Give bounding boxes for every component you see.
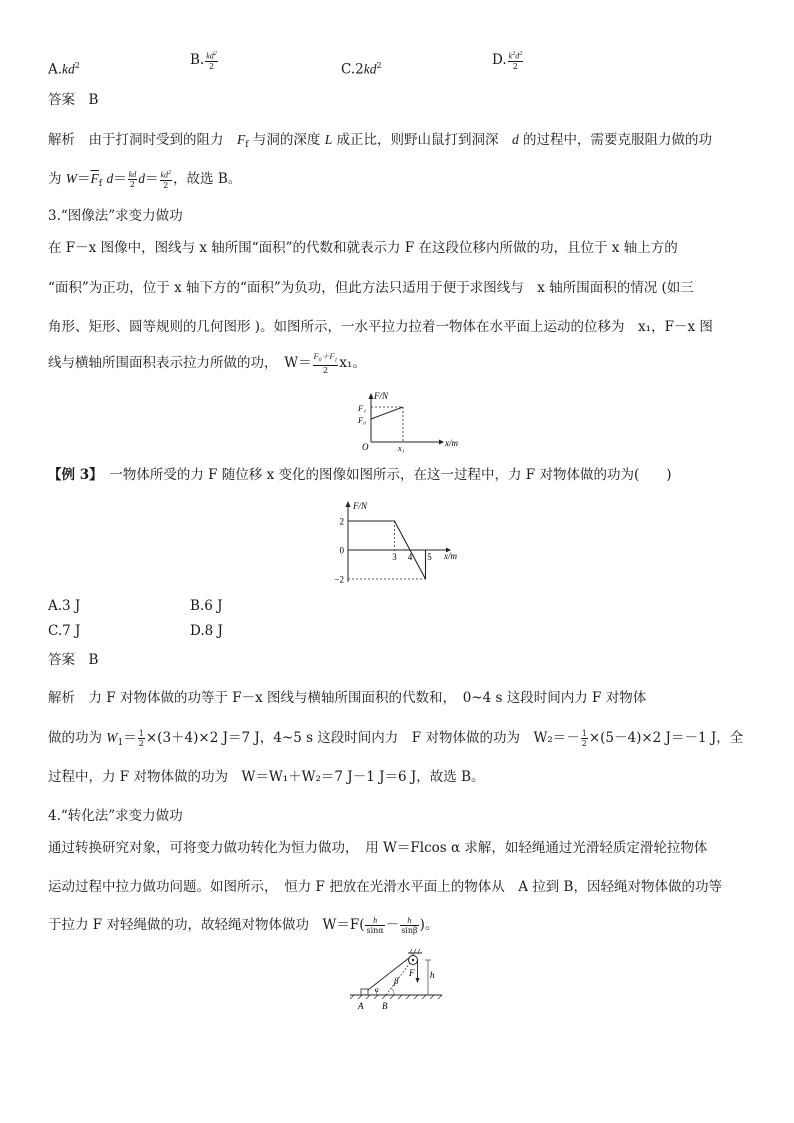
section-4-para-line1: 通过转换研究对象，可将变力做功转化为恒力做功， 用 W＝Flcos α 求解，如轻绳通过光滑轻质定滑轮拉物体 (48, 840, 708, 856)
fig3-B-label: B (382, 1001, 388, 1011)
fig1-origin: O (362, 442, 369, 452)
figure-force-chart (328, 498, 478, 588)
option-d-label: D. (492, 52, 507, 68)
option-c[interactable]: $C.2kd^2$ (341, 61, 382, 78)
example-3-option-c[interactable]: C.7 J (48, 623, 81, 639)
chart-x-label: x/m (444, 551, 457, 561)
fig1-f0: F₀ (358, 415, 367, 425)
section-3-para-line1: 在 F－x 图像中，图线与 x 轴所围“面积”的代数和就表示力 F 在这段位移内所做的功，且位于 x 轴上方的 (48, 240, 678, 256)
chart-x-tick-2: 5 (427, 552, 432, 562)
chart-y-arrow (346, 501, 351, 507)
chart-x-tick-0: 3 (392, 552, 397, 562)
answer-3: 答案 B (48, 652, 99, 668)
fig1-line (371, 407, 403, 419)
chart-y-tick-0: 2 (339, 516, 344, 527)
explanation-1-line2: 为 $W=\overline{F}_f$ d＝ $\frac{kd}{2}$ d＝ $\frac{kd^2}{2}$ ，故选 B。 (48, 170, 242, 190)
fig1-x-arrow (439, 440, 444, 445)
fig3-F-label: F (409, 968, 415, 978)
chart-y-tick-1: 0 (339, 545, 344, 556)
option-b[interactable]: B. $\frac{kd^2}{2}$ (190, 51, 217, 71)
fig3-alpha-label: α (375, 986, 379, 994)
explanation-1-line1: 解析 由于打洞时受到的阻力 $F_f$ 与洞的深度 L 成正比，则野山鼠打到洞深 d 的过程中，需要克服阻力做的功 (48, 132, 713, 150)
fig1-y-label: F/N (374, 391, 389, 401)
section-4-heading: 4.“转化法”求变力做功 (48, 808, 183, 824)
option-c-label: C.2 (341, 61, 364, 78)
fig1-x-label: x/m (445, 438, 458, 448)
explanation-3-line2: 做的功为 $W_1=$ $\frac{1}{2}$ ×(3＋4)×2 J＝7 J，4~5 s 这段时间内力 F 对物体做的功为 W₂＝－ $\frac{1}{2}$ ×(5－4)×2 J＝－1 J，全 (48, 729, 744, 748)
option-b-label: B. (190, 52, 205, 68)
fig3-A-label: A (358, 1001, 364, 1011)
fig3-block (361, 989, 368, 995)
fig3-ground-hatch (350, 995, 442, 999)
section-3-para-line4: 线与横轴所围面积表示拉力所做的功， W＝ $\frac{F_0+F_1}{2}$ x₁。 (48, 351, 366, 376)
fig1-x1: x₁ (398, 443, 405, 453)
answer-1: 答案 B (48, 92, 99, 108)
fig3-force-arrow (416, 978, 420, 983)
section-3-heading: 3.“图像法”求变力做功 (48, 208, 183, 224)
fig3-ceiling-hatch (410, 949, 420, 953)
figure-pulley (350, 948, 460, 1018)
fig1-f1: F₁ (358, 403, 367, 413)
explanation-3-line1: 解析 力 F 对物体做的功等于 F－x 图线与横轴所围面积的代数和， 0~4 s 这段时间内力 F 对物体 (48, 690, 647, 706)
option-d[interactable]: D. $\frac{k^2d^2}{2}$ (492, 51, 523, 71)
figure-trapezoid-fx (355, 390, 465, 453)
chart-y-tick-2: −2 (334, 574, 344, 585)
example-3-option-d[interactable]: D.8 J (190, 623, 223, 639)
option-a-label: A. (48, 61, 63, 78)
chart-y-label: F/N (353, 501, 368, 511)
example-3-option-b[interactable]: B.6 J (190, 598, 223, 614)
section-4-para-line3: 于拉力 F 对轻绳做的功，故轻绳对物体做功 W＝F( $\frac{h}{\sin\alpha}$ － $\frac{h}{\sin\beta}$ )。 (48, 916, 439, 935)
fig3-beta-label: β (394, 976, 399, 986)
fig1-y-arrow (369, 393, 374, 399)
fig3-h-label: h (430, 970, 435, 980)
section-3-para-line2: “面积”为正功，位于 x 轴下方的“面积”为负功，但此方法只适用于便于求图线与 x 轴所围面积的情况 (如三 (48, 280, 694, 296)
example-3-question: 【例 3】 一物体所受的力 F 随位移 x 变化的图像如图所示，在这一过程中，力 F 对物体做的功为( ) (48, 467, 672, 483)
explanation-3-line3: 过程中，力 F 对物体做的功为 W＝W₁＋W₂＝7 J－1 J＝6 J，故选 B。 (48, 769, 485, 785)
option-a[interactable]: $A.kd^2$ (48, 61, 80, 78)
chart-x-tick-1: 4 (407, 552, 413, 562)
fig3-beta-arc (391, 988, 394, 995)
section-4-para-line2: 运动过程中拉力做功问题。如图所示， 恒力 F 把放在光滑水平面上的物体从 A 拉到 B，因轻绳对物体做的功等 (48, 879, 722, 895)
example-3-option-a[interactable]: A.3 J (48, 598, 81, 614)
section-3-para-line3: 角形、矩形、圆等规则的几何图形 )。如图所示，一水平拉力拉着一物体在水平面上运动的位移为 x₁，F－x 图 (48, 319, 713, 335)
